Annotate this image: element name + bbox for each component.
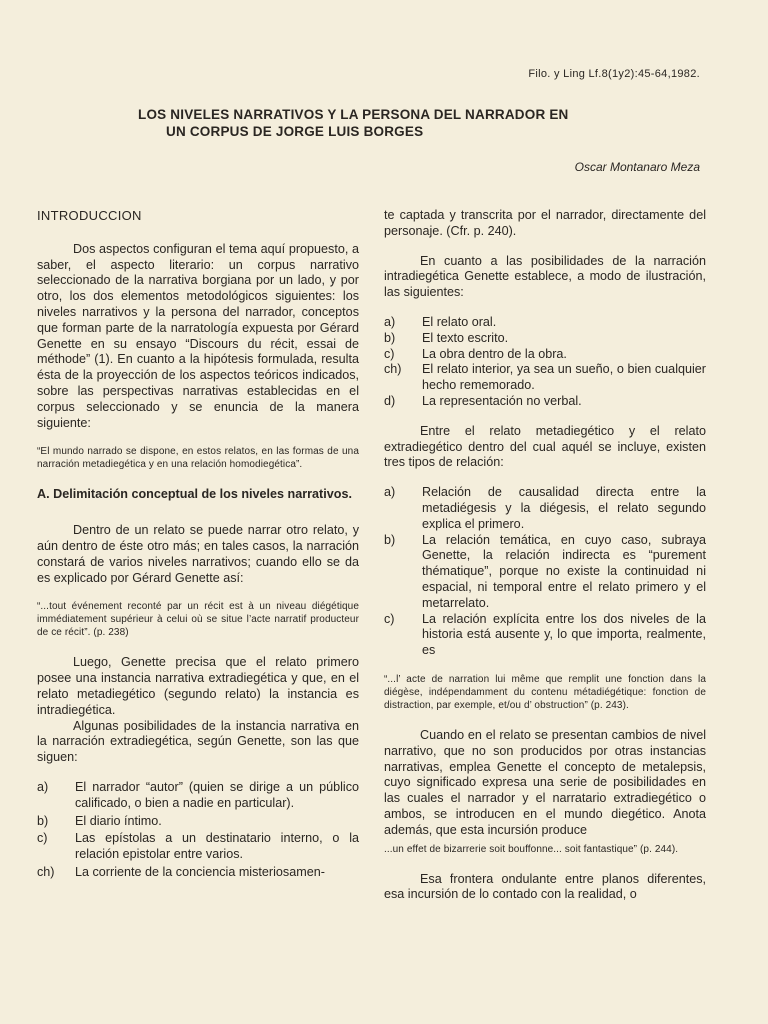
journal-reference: Filo. y Ling Lf.8(1y2):45-64,1982. bbox=[528, 68, 700, 80]
list-item bbox=[37, 831, 359, 863]
list-item-text: La corriente de la conciencia misteriosamen- bbox=[75, 864, 325, 879]
subsection-heading: A. Delimitación conceptual de los niveles narrativos. bbox=[37, 487, 352, 502]
block-quote: “El mundo narrado se dispone, en estos relatos, en las formas de una narración metadiegética y en una relación homodiegética”. bbox=[37, 446, 359, 471]
list-item-text: Las epístolas a un destinatario interno, o la relación epistolar entre varios. bbox=[75, 831, 359, 862]
right-column bbox=[384, 208, 706, 917]
left-column bbox=[37, 208, 359, 895]
list-item bbox=[384, 394, 706, 410]
paragraph: Cuando en el relato se presentan cambios de nivel narrativo, que no son producidos por otras instancias narrativas, emplea Genette el concepto de metalepsis, cuyo significado expresa una serie de posibilidades en las cuales el narrador y el narratario extradiegético o ambos, se introducen en el mundo diegético. Anota además, que esta incursión produce bbox=[384, 727, 706, 837]
list-item bbox=[37, 865, 359, 881]
enumerated-list bbox=[384, 485, 706, 659]
block-quote: ...un effet de bizarrerie soit bouffonne... soit fantastique” (p. 244). bbox=[384, 843, 679, 855]
list-item bbox=[37, 780, 359, 812]
title-line-1: LOS NIVELES NARRATIVOS Y LA PERSONA DEL NARRADOR EN bbox=[138, 107, 569, 122]
list-item-text: La relación temática, en cuyo caso, subraya Genette, la relación indirecta es “purement thématique”, porque no existe la continuidad ni espacial, ni temporal entre el relato primero y el metarrelato. bbox=[422, 532, 706, 610]
list-item-label: c) bbox=[384, 346, 395, 361]
paragraph: Dentro de un relato se puede narrar otro relato, y aún dentro de éste otro más; en tales casos, la narración constará de varios niveles narrativos; cuando ello se da es explicado por Gérard Genette así: bbox=[37, 523, 359, 585]
list-item-text: La representación no verbal. bbox=[422, 393, 582, 408]
article-title bbox=[138, 106, 658, 140]
list-item-label: ch) bbox=[37, 864, 55, 879]
list-item bbox=[384, 347, 706, 363]
block-quote: “...tout événement reconté par un récit est à un niveau diégétique immédiatement supérieur à celui où se situe l’acte narratif producteur de ce récit”. (p. 238) bbox=[37, 601, 359, 639]
list-item bbox=[384, 362, 706, 394]
list-item-text: La relación explícita entre los dos niveles de la historia está ausente y, lo que importa, realmente, es bbox=[422, 611, 706, 658]
paragraph: Entre el relato metadiegético y el relato extradiegético dentro del cual aquél se incluye, existen tres tipos de relación: bbox=[384, 423, 706, 470]
list-item-text: El relato oral. bbox=[422, 314, 497, 329]
list-item-label: a) bbox=[384, 314, 396, 329]
list-item bbox=[384, 533, 706, 612]
paragraph: Dos aspectos configuran el tema aquí propuesto, a saber, el aspecto literario: un corpus narrativo seleccionado de la narrativa borgiana por un lado, y por otro, los dos elementos metodológicos siguientes: los niveles narrativos y la persona del narrador, conceptos que forman parte de la narratología expuesta por Gérard Genette en su ensayo “Discours du récit, essai de méthode” (1). En cuanto a la hipótesis formulada, resulta ésta de la proyección de los aspectos teóricos indicados, sobre las perspectivas narrativas establecidas en el corpus seleccionado y se enuncia de la manera siguiente: bbox=[37, 241, 359, 430]
block-quote: “...l’ acte de narration lui même que remplit une fonction dans la diégèse, indépendamment du contenu métadiégétique: fonction de distraction, par exemple, et/ou d’ obstruction” (p. 243). bbox=[384, 673, 706, 711]
list-item-text: La obra dentro de la obra. bbox=[422, 346, 567, 361]
list-item-label: a) bbox=[384, 485, 396, 500]
paragraph: Algunas posibilidades de la instancia narrativa en la narración extradiegética, según Genette, son las que siguen: bbox=[37, 718, 359, 765]
list-item bbox=[384, 485, 706, 532]
list-item-text: El narrador “autor” (quien se dirige a un público calificado, o bien a nadie en particular). bbox=[75, 779, 359, 810]
enumerated-list bbox=[37, 780, 359, 881]
list-item-label: b) bbox=[384, 330, 396, 345]
list-item-text: El texto escrito. bbox=[422, 330, 509, 345]
list-item bbox=[384, 612, 706, 659]
list-item bbox=[37, 814, 359, 830]
paragraph: Esa frontera ondulante entre planos diferentes, esa incursión de lo contado con la realidad, o bbox=[384, 871, 706, 902]
paragraph: En cuanto a las posibilidades de la narración intradiegética Genette establece, a modo de ilustración, las siguientes: bbox=[384, 253, 706, 300]
list-item-label: c) bbox=[384, 611, 395, 626]
list-item-label: b) bbox=[37, 813, 49, 828]
list-item-text: Relación de causalidad directa entre la metadiégesis y la diégesis, el relato segundo explica el primero. bbox=[422, 485, 706, 531]
enumerated-list bbox=[384, 315, 706, 410]
list-item-text: El relato interior, ya sea un sueño, o bien cualquier hecho rememorado. bbox=[422, 362, 706, 393]
list-item-label: b) bbox=[384, 532, 396, 547]
author-name: Oscar Montanaro Meza bbox=[574, 160, 700, 174]
list-item-label: ch) bbox=[384, 362, 402, 377]
title-line-2: UN CORPUS DE JORGE LUIS BORGES bbox=[166, 124, 424, 139]
list-item-label: c) bbox=[37, 831, 48, 846]
list-item-label: a) bbox=[37, 779, 49, 794]
list-item-label: d) bbox=[384, 393, 396, 408]
paragraph: te captada y transcrita por el narrador, directamente del personaje. (Cfr. p. 240). bbox=[384, 208, 706, 238]
list-item bbox=[384, 315, 706, 331]
section-heading: INTRODUCCION bbox=[37, 208, 142, 223]
paragraph: Luego, Genette precisa que el relato primero posee una instancia narrativa extradiegética y que, en el relato metadiegético (segundo relato) la instancia es intradiegética. bbox=[37, 655, 359, 717]
list-item-text: El diario íntimo. bbox=[75, 813, 162, 828]
list-item bbox=[384, 331, 706, 347]
